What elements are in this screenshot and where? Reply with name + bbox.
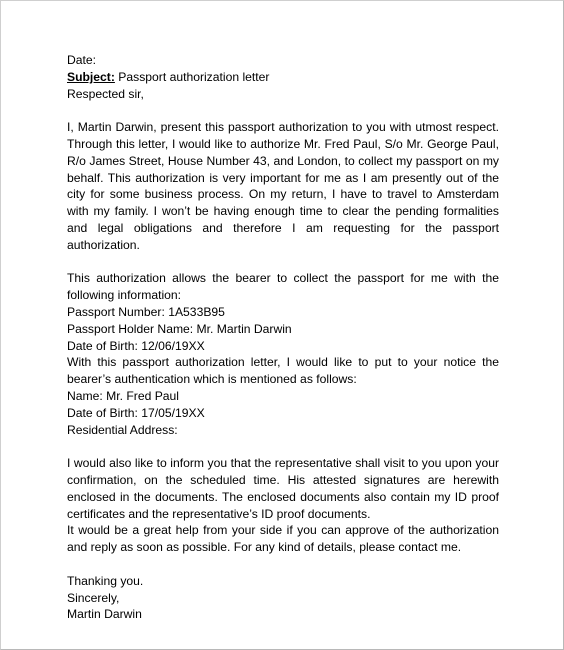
salutation: Respected sir, bbox=[67, 86, 144, 101]
paragraph-introduction: I, Martin Darwin, present this passport authorization to you with utmost respect. Through this letter, I would like to authorize Mr. Fred Paul, S/o Mr. George Paul, R/o James Street, House Number 43, and London, to collect my passport on my behalf. This authorization is very important for me as I am presently out of the city for some business process. On my return, I have to travel to Amsterdam with my family. I won’t be having enough time to clear the pending formalities and legal obligations and therefore I am requesting for the passport authorization. bbox=[67, 120, 499, 252]
signature-name: Martin Darwin bbox=[67, 607, 142, 622]
bearer-name: Name: Mr. Fred Paul bbox=[67, 388, 179, 403]
passport-number: Passport Number: 1A533B95 bbox=[67, 304, 225, 319]
letter-body bbox=[67, 52, 499, 623]
date-line: Date: bbox=[67, 53, 97, 67]
closing-thanks: Thanking you. bbox=[67, 573, 144, 588]
paragraph-request-approval: It would be a great help from your side if you can approve of the authorization and reply as soon as possible. For any kind of details, please contact me. bbox=[67, 523, 499, 555]
subject-text: Passport authorization letter bbox=[114, 69, 270, 84]
holder-date-of-birth: Date of Birth: 12/06/19XX bbox=[67, 338, 205, 353]
passport-holder-name: Passport Holder Name: Mr. Martin Darwin bbox=[67, 321, 292, 336]
bearer-date-of-birth: Date of Birth: 17/05/19XX bbox=[67, 405, 205, 420]
subject-label: Subject: bbox=[67, 69, 115, 84]
paragraph-bearer-authentication: With this passport authorization letter, I would like to put to your notice the bearer’s authentication which is mentioned as follows: bbox=[67, 355, 499, 387]
paragraph-representative-visit: I would also like to inform you that the representative shall visit to you upon your confirmation, on the scheduled time. His attested signatures are herewith enclosed in the documents. The enclosed documents also contain my ID proof certificates and the representative’s ID proof documents. bbox=[67, 456, 499, 521]
residential-address: Residential Address: bbox=[67, 422, 178, 437]
subject-line bbox=[67, 69, 499, 86]
closing-sincerely: Sincerely, bbox=[67, 590, 120, 605]
paragraph-authorization: This authorization allows the bearer to collect the passport for me with the following information: bbox=[67, 271, 499, 303]
